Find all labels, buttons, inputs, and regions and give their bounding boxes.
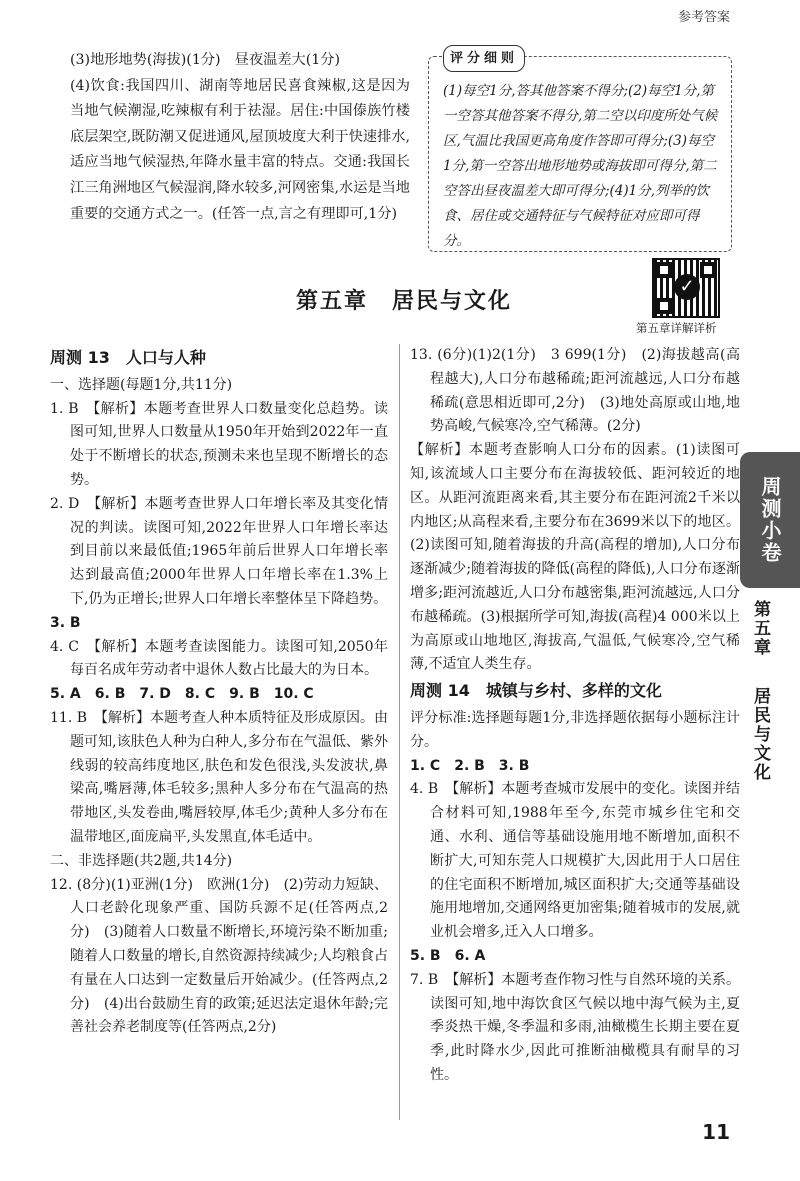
answer-line: (3)地形地势(海拔)(1分) 昼夜温差大(1分) bbox=[70, 52, 340, 68]
answer-item: 13. (6分)(1)2(1分) 3 699(1分) (2)海拔越高(高程越大),人口分布越稀疏;距河流越远,人口分布越稀疏(意思相近即可,2分) (3)地处高原或山地,地势高峻,气候寒冷,空气稀薄。(2分) bbox=[410, 347, 740, 435]
answer-item: 5. B 6. A bbox=[410, 947, 486, 964]
analysis-text: 【解析】本题考查影响人口分布的因素。(1)读图可知,该流域人口主要分布在海拔较低、距河较近的地区。从距河流距离来看,其主要分布在距河流2千米以内地区;从高程来看,主要分布在3699米以下的地区。(2)读图可知,随着海拔的升高(高程的增加),人口分布逐渐减少;随着海拔的降低(高程的降低),人口分布逐渐增多;距河流越近,人口分布越密集,距河流越远,人口分布越稀疏。(3)根据所学可知,海拔(高程)4 000米以上为高原或山地地区,海拔高,气温低,气候寒冷,空气稀薄,不适宜人类生存。 bbox=[410, 442, 740, 673]
column-divider bbox=[399, 344, 400, 1120]
answer-item: 2. D 【解析】本题考查世界人口年增长率及其变化情况的判读。读图可知,2022年世界人口年增长率达到目前以来最低值;1965年前后世界人口年增长率达到最高值;2000年世界人口年增长率在1.3%上下,仍为正增长;世界人口年增长率整体呈下降趋势。 bbox=[50, 495, 388, 607]
part-heading: 一、选择题(每题1分,共11分) bbox=[50, 376, 233, 393]
answer-item: 1. B 【解析】本题考查世界人口数量变化总趋势。读图可知,世界人口数量从1950年开始到2022年一直处于不断增长的状态,预测未来也呈现不断增长的态势。 bbox=[50, 400, 388, 488]
scoring-detail-tag: 评分细则 bbox=[443, 45, 525, 72]
side-chapter-label bbox=[748, 600, 772, 782]
qr-finder-icon bbox=[656, 262, 672, 278]
answer-line: (4)饮食:我国四川、湖南等地居民喜食辣椒,这是因为当地气候潮湿,吃辣椒有利于祛湿。居住:中国傣族竹楼底层架空,既防潮又促进通风,屋顶坡度大利于快速排水,适应当地气候湿热,年降水量丰富的特点。交通:我国长江三角洲地区气候湿润,降水较多,河网密集,水运是当地重要的交通方式之一。(任答一点,言之有理即可,1分) bbox=[70, 77, 410, 222]
side-tab-weekly-test[interactable]: 周测小卷 bbox=[740, 452, 800, 588]
scoring-detail-text: (1)每空1分,答其他答案不得分;(2)每空1分,第一空答其他答案不得分,第二空以印度所处气候区,气温比我国更高角度作答即可得分;(3)每空1分,第一空答出地形地势或海拔即可得分,第二空答出昼夜温差大即可得分;(4)1分,列举的饮食、居住或交通特征与气候特征对应即可得分。 bbox=[443, 83, 718, 249]
previous-answer-continuation bbox=[70, 48, 410, 227]
section-title: 周测 13 人口与人种 bbox=[50, 348, 206, 367]
header-label: 参考答案 bbox=[677, 10, 730, 25]
answer-item: 5. A 6. B 7. D 8. C 9. B 10. C bbox=[50, 686, 314, 703]
section-title: 周测 14 城镇与乡村、多样的文化 bbox=[410, 681, 662, 701]
chapter-title: 第五章 居民与文化 bbox=[296, 289, 513, 314]
answer-item: 7. B 【解析】本题考查作物习性与自然环境的关系。读图可知,地中海饮食区气候以地中海气候为主,夏季炎热干燥,冬季温和多雨,油橄榄生长期主要在夏季,此时降水少,因此可推断油橄榄具有耐旱的习性。 bbox=[410, 971, 740, 1083]
side-chapter-name: 居民与文化 bbox=[750, 686, 770, 782]
qr-finder-icon bbox=[700, 262, 716, 278]
side-chapter-number: 第五章 bbox=[750, 600, 770, 657]
right-column bbox=[410, 344, 740, 1088]
qr-finder-icon bbox=[656, 298, 672, 314]
page-number: 11 bbox=[702, 1120, 730, 1144]
qr-caption: 第五章详解详析 bbox=[636, 321, 717, 335]
part-heading: 二、非选择题(共2题,共14分) bbox=[50, 852, 233, 869]
qr-code-icon[interactable] bbox=[652, 258, 720, 318]
answer-item: 12. (8分)(1)亚洲(1分) 欧洲(1分) (2)劳动力短缺、人口老龄化现象严重、国防兵源不足(任答两点,2分) (3)随着人口数量不断增长,环境污染不断加重;随着人口数量的增长,自然资源持续减少;人均粮食占有量在人口达到一定数量后开始减少。(任答两点,2分) (4)出台鼓励生育的政策;延迟法定退休年龄;完善社会养老制度等(任答两点,2分) bbox=[50, 876, 388, 1036]
answer-item: 3. B bbox=[50, 614, 81, 631]
checkmark-icon: ✓ bbox=[674, 274, 700, 300]
scoring-criteria: 评分标准:选择题每题1分,非选择题依据每小题标注计分。 bbox=[410, 709, 740, 750]
left-column bbox=[50, 344, 388, 1040]
answer-item: 11. B 【解析】本题考查人种本质特征及形成原因。由题可知,该肤色人种为白种人,多分布在气温低、紫外线弱的较高纬度地区,肤色和发色很浅,头发波状,鼻梁高,嘴唇薄,体毛较多;黑种人多分布在气温高的热带地区,头发卷曲,嘴唇较厚,体毛少;黄种人多分布在温带地区,面庞扁平,头发黑直,体毛适中。 bbox=[50, 709, 389, 845]
answer-item: 4. B 【解析】本题考查城市发展中的变化。读图并结合材料可知,1988年至今,东莞市城乡住宅和交通、水利、通信等基础设施用地不断增加,面积不断扩大,可知东莞人口规模扩大,因此用于人口居住的住宅面积不断增加,城区面积扩大;交通等基础设施用地增加,交通网络更加密集;随着城市的发展,就业机会增多,迁入人口增多。 bbox=[410, 781, 740, 941]
scoring-detail-box bbox=[428, 51, 732, 252]
answer-item: 1. C 2. B 3. B bbox=[410, 757, 530, 774]
answer-item: 4. C 【解析】本题考查读图能力。读图可知,2050年每百名成年劳动者中退休人数占比最大的为日本。 bbox=[50, 638, 388, 679]
